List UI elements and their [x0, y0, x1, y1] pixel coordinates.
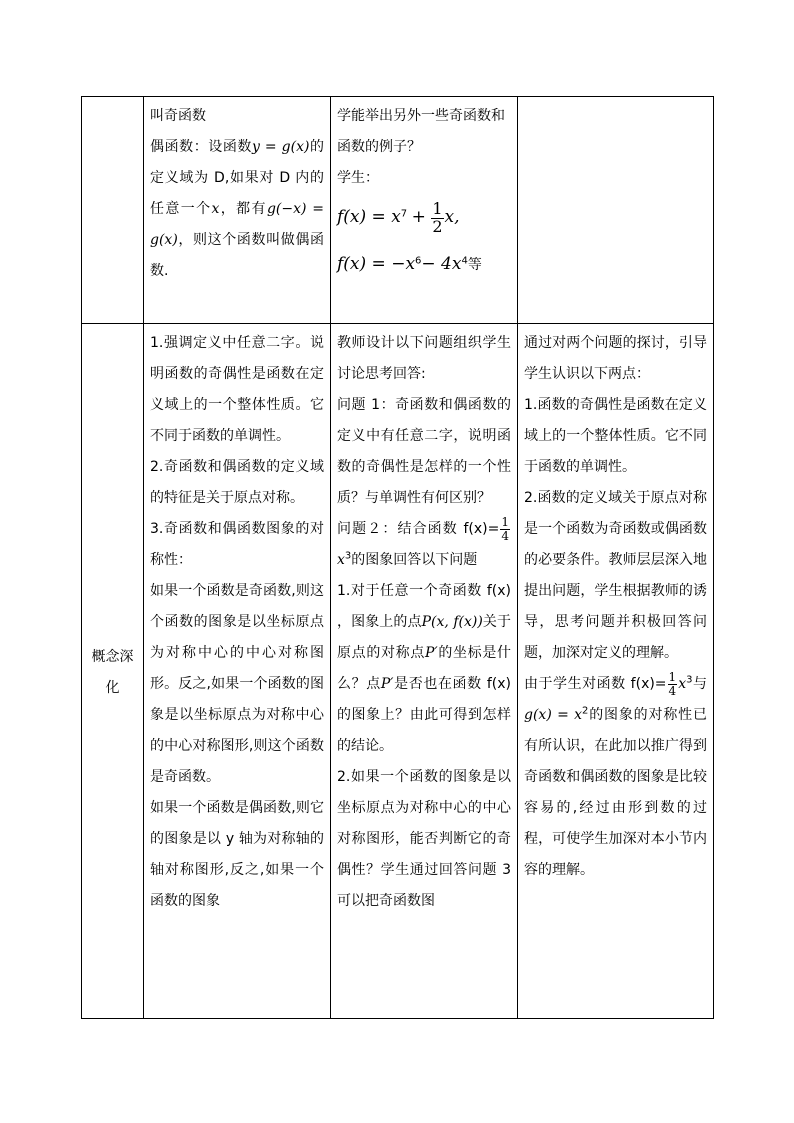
sub-question-1: 1.对于任意一个奇函数 f(x) ，图象上的点P(x, f(x))关于原点的对称点P′的坐标是什么？点P′是否也在函数 f(x) 的图象上？由此可得到怎样的结论。 — [337, 583, 512, 754]
f1-fraction: $\frac{1}{2}$ — [432, 198, 443, 236]
f1-plus: + — [411, 207, 426, 227]
f1-lhs: f(x) = x — [337, 207, 401, 227]
even-def-text-c: ，都有 — [219, 201, 267, 217]
intent-point-2: 2.函数的定义域关于原点对称是一个函数为奇函数或偶函数的必要条件。教师层层深入地提出问题，学生根据教师的诱导，思考问题并积极回答问题，加深对定义的理解。 — [524, 490, 707, 661]
row1-student-cell — [331, 97, 518, 324]
question-1: 问题 1：奇函数和偶函数的定义中有任意二字，说明函数的奇偶性是怎样的一个性质？与单调性有何区别？ — [337, 397, 511, 506]
f1-tail: x, — [444, 207, 460, 227]
student-label: 学生： — [337, 170, 379, 186]
content-even-symmetry: 如果一个函数是偶函数,则它的图象是以 y 轴为对称轴的轴对称图形,反之,如果一个函数的图象 — [150, 800, 324, 909]
even-def-text-a: 偶函数：设函数 — [150, 139, 252, 155]
content-point-3: 3.奇函数和偶函数图象的对称性： — [150, 521, 324, 568]
content-point-2: 2.奇函数和偶函数的定义域的特征是关于原点对称。 — [150, 459, 324, 506]
f2-exponent-2: 4 — [461, 255, 468, 267]
odd-function-line: 叫奇函数 — [150, 108, 206, 124]
lesson-plan-table — [81, 96, 714, 1019]
student-prompt: 学能举出另外一些奇函数和函数的例子？ — [337, 108, 505, 155]
f2-mid: − 4x — [421, 254, 462, 274]
f2-lhs: f(x) = −x — [337, 254, 416, 274]
f2-exponent-1: 6 — [415, 255, 422, 267]
intent-fraction: $\frac{1}{4}$ — [668, 669, 677, 698]
row1-label-cell — [82, 97, 144, 324]
activity-intro: 教师设计以下问题组织学生讨论思考回答: — [337, 335, 511, 382]
even-def-text-b: 的定义域为 D,如果对 D 内的任意一个 — [150, 139, 325, 217]
row2-label-cell — [82, 324, 144, 1019]
intent-intro: 通过对两个问题的探讨，引导学生认识以下两点： — [524, 335, 707, 382]
q2-fraction: $\frac{1}{4}$ — [501, 514, 509, 543]
content-point-1: 1.强调定义中任意二字。说明函数的奇偶性是函数在定义域上的一个整体性质。它不同于函数的单调性。 — [150, 335, 324, 444]
row1-intent-cell — [518, 97, 714, 324]
f1-exponent: 7 — [400, 208, 408, 220]
question-2: 问题２：结合函数 f(x)= $\frac{1}{4}$ $x^3$的图象回答以下问题 — [337, 514, 509, 568]
even-function-definition — [150, 132, 324, 287]
stage-label: 概念深化 — [91, 649, 134, 696]
row1-definition-cell — [144, 97, 331, 324]
table-row-definition — [82, 97, 714, 324]
example-function-2 — [337, 241, 511, 288]
row2-content-cell — [144, 324, 331, 1019]
sub-question-2: 2.如果一个函数的图象是以坐标原点为对称中心的中心对称图形，能否判断它的奇偶性？学生通过回答问题 3 可以把奇函数图 — [337, 769, 511, 909]
intent-point-1: 1.函数的奇偶性是函数在定义域上的一个整体性质。它不同于函数的单调性。 — [524, 397, 707, 475]
table-row-concept-deepening — [82, 324, 714, 1019]
even-def-var-x: x — [211, 201, 220, 217]
even-def-func-y: y = g(x) — [251, 139, 310, 155]
f2-tail: 等 — [467, 257, 482, 273]
even-def-equation: g(−x) = g(x) — [150, 201, 325, 248]
intent-point-3: 由于学生对函数 f(x)= $\frac{1}{4}$ $x^3$与$g(x) = x^2$的图象的对称性已有所认识，在此加以推广得到奇函数和偶函数的图象是比较容易的,经过由形到数的过程，可使学生加深对本小节内容的理解。 — [524, 669, 708, 878]
example-function-1 — [337, 194, 511, 241]
even-def-text-d: ，则这个函数叫做偶函数. — [150, 232, 324, 279]
content-odd-symmetry: 如果一个函数是奇函数,则这个函数的图象是以坐标原点为对称中心的中心对称图形。反之,如果一个函数的图象是以坐标原点为对称中心的中心对称图形,则这个函数是奇函数。 — [150, 583, 324, 785]
row2-activity-cell — [331, 324, 518, 1019]
row2-intent-cell — [518, 324, 714, 1019]
